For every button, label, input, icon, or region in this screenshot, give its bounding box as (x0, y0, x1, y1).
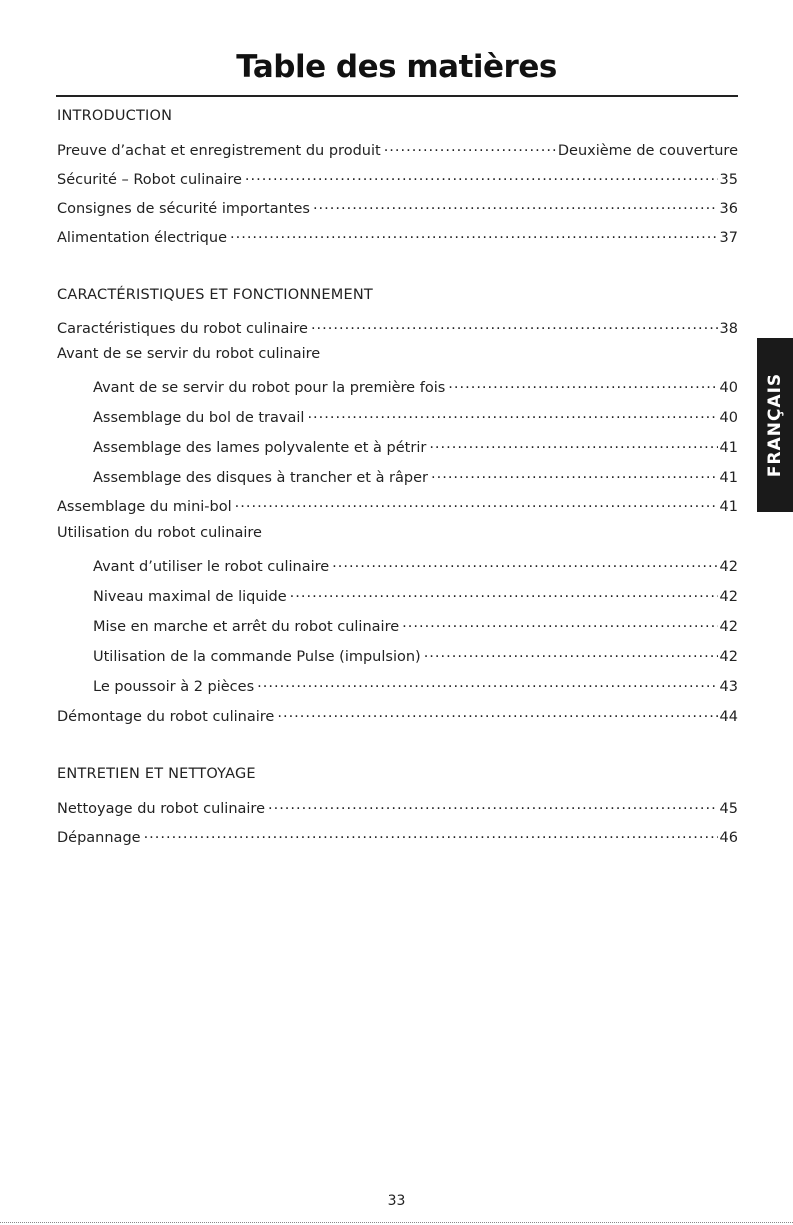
section-heading-features: CARACTÉRISTIQUES ET FONCTIONNEMENT (57, 287, 373, 303)
page-bottom-border (0, 1222, 793, 1223)
toc-entry-label: Caractéristiques du robot culinaire (57, 321, 308, 337)
toc-entry-page: 42 (719, 649, 738, 665)
toc-entry[interactable] (93, 615, 738, 635)
toc-entry[interactable] (57, 226, 738, 246)
dot-leader (424, 645, 718, 661)
toc-entry-label: Assemblage du mini-bol (57, 499, 232, 515)
dot-leader (402, 615, 717, 631)
toc-entry[interactable] (57, 317, 738, 337)
toc-entry-page: 44 (719, 709, 738, 725)
toc-entry[interactable] (93, 436, 738, 456)
toc-entry[interactable] (57, 705, 738, 725)
toc-entry[interactable] (93, 376, 738, 396)
toc-entry-page: 42 (719, 559, 738, 575)
toc-entry-page: 36 (719, 201, 738, 217)
dot-leader (448, 376, 717, 392)
toc-entry[interactable] (93, 406, 738, 426)
toc-entry[interactable] (57, 495, 738, 515)
toc-entry-label: Assemblage des lames polyvalente et à pétrir (93, 440, 427, 456)
toc-entry[interactable] (93, 645, 738, 665)
dot-leader (290, 585, 718, 601)
toc-entry-page: 42 (719, 589, 738, 605)
dot-leader (277, 705, 717, 721)
toc-subheading[interactable] (57, 346, 738, 366)
toc-entry-label: Avant d’utiliser le robot culinaire (93, 559, 330, 575)
toc-entry-label: Preuve d’achat et enregistrement du produit (57, 143, 381, 159)
dot-leader (332, 555, 717, 571)
dot-leader (245, 168, 718, 184)
page-title: Table des matières (236, 49, 557, 85)
toc-entry-page: 43 (719, 679, 738, 695)
toc-entry-label: Mise en marche et arrêt du robot culinaire (93, 619, 400, 635)
toc-entry-label: Utilisation du robot culinaire (57, 525, 262, 541)
toc-entry-page: 40 (719, 410, 738, 426)
dot-leader (230, 226, 718, 242)
toc-entry-page: 46 (719, 830, 738, 846)
dot-leader (431, 466, 718, 482)
toc-entry-label: Le poussoir à 2 pièces (93, 679, 255, 695)
toc-entry-label: Assemblage du bol de travail (93, 410, 305, 426)
toc-entry-label: Avant de se servir du robot pour la première fois (93, 380, 446, 396)
toc-entry-label: Utilisation de la commande Pulse (impulsion) (93, 649, 421, 665)
dot-leader (313, 197, 718, 213)
toc-entry-label: Assemblage des disques à trancher et à râper (93, 470, 428, 486)
toc-entry-label: Consignes de sécurité importantes (57, 201, 310, 217)
dot-leader (311, 317, 718, 333)
toc-entry[interactable] (57, 168, 738, 188)
toc-entry-label: Démontage du robot culinaire (57, 709, 275, 725)
toc-entry[interactable] (93, 466, 738, 486)
toc-entry-label: Dépannage (57, 830, 141, 846)
dot-leader (307, 406, 717, 422)
toc-entry[interactable] (57, 197, 738, 217)
toc-entry-page: 35 (719, 172, 738, 188)
toc-entry-page: Deuxième de couverture (557, 143, 738, 159)
toc-entry[interactable] (57, 797, 738, 817)
dot-leader (384, 139, 556, 155)
section-heading-introduction: INTRODUCTION (57, 108, 173, 124)
toc-entry-page: 41 (719, 470, 738, 486)
dot-leader (257, 675, 717, 691)
toc-entry-label: Alimentation électrique (57, 230, 227, 246)
toc-entry[interactable] (93, 555, 738, 575)
section-heading-care: ENTRETIEN ET NETTOYAGE (57, 766, 256, 782)
toc-entry-page: 45 (719, 801, 738, 817)
title-rule (56, 95, 738, 97)
toc-entry-page: 41 (719, 499, 738, 515)
dot-leader (235, 495, 718, 511)
toc-entry[interactable] (93, 585, 738, 605)
toc-entry-page: 38 (719, 321, 738, 337)
dot-leader (144, 826, 718, 842)
dot-leader (268, 797, 718, 813)
toc-entry[interactable] (93, 675, 738, 695)
toc-entry-page: 41 (719, 440, 738, 456)
dot-leader (429, 436, 717, 452)
toc-entry-label: Sécurité – Robot culinaire (57, 172, 242, 188)
toc-subheading[interactable] (57, 525, 738, 545)
toc-entry-page: 42 (719, 619, 738, 635)
toc-entry-label: Nettoyage du robot culinaire (57, 801, 265, 817)
page-number: 33 (387, 1193, 406, 1209)
toc-entry-page: 40 (719, 380, 738, 396)
toc-entry[interactable] (57, 139, 738, 159)
toc-entry-page: 37 (719, 230, 738, 246)
toc-entry-label: Avant de se servir du robot culinaire (57, 346, 321, 362)
toc-entry[interactable] (57, 826, 738, 846)
language-tab-label: FRANÇAIS (765, 372, 786, 478)
language-tab (757, 338, 793, 512)
toc-entry-label: Niveau maximal de liquide (93, 589, 287, 605)
